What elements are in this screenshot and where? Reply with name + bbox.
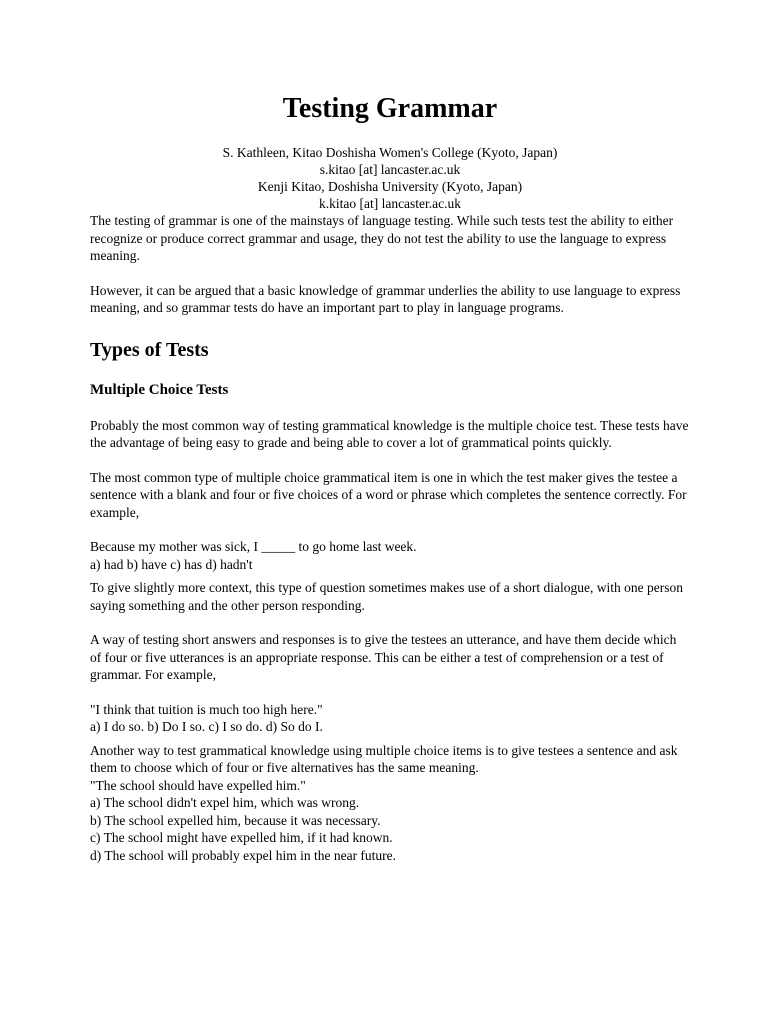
section-heading: Types of Tests [90, 338, 209, 361]
example-3-choice-b: b) The school expelled him, because it was necessary. [90, 812, 381, 828]
intro-paragraph-2: However, it can be argued that a basic knowledge of grammar underlies the ability to use language to express meaning, and so grammar tests do have an important part to play in language programs. [90, 282, 681, 315]
example-3-choice-d: d) The school will probably expel him in the near future. [90, 847, 397, 863]
document-content [90, 92, 690, 864]
example-1-choices: a) had b) have c) has d) hadn't [90, 556, 253, 572]
paragraph-5: Another way to test grammatical knowledge using multiple choice items is to give testees a sentence and ask them to choose which of four or five alternatives has the same meaning. [90, 742, 678, 775]
paragraph-3: To give slightly more context, this type of question sometimes makes use of a short dialogue, with one person saying something and the other person responding. [90, 580, 683, 613]
paragraph-4: A way of testing short answers and responses is to give the testees an utterance, and have them decide which of four or five utterances is an appropriate response. This can be either a test of comprehension or a test of grammar. For example, [90, 632, 677, 682]
page-title: Testing Grammar [282, 93, 498, 124]
example-3-choice-a: a) The school didn't expel him, which was wrong. [90, 795, 360, 810]
example-3-choice-c: c) The school might have expelled him, if it had known. [90, 830, 393, 845]
subsection-heading: Multiple Choice Tests [90, 381, 229, 398]
example-2-utterance: "I think that tuition is much too high here." [90, 701, 323, 717]
author-block [90, 144, 690, 212]
author-email-1: s.kitao [at] lancaster.ac.uk [319, 162, 461, 177]
example-1-question: Because my mother was sick, I _____ to go home last week. [90, 539, 417, 554]
author-email-2: k.kitao [at] lancaster.ac.uk [318, 196, 462, 211]
paragraph-2: The most common type of multiple choice grammatical item is one in which the test maker gives the testee a sentence with a blank and four or five choices of a word or phrase which completes the sentence correctly. For example, [90, 469, 687, 520]
example-3-sentence: "The school should have expelled him." [90, 777, 306, 793]
example-2-choices: a) I do so. b) Do I so. c) I so do. d) So do I. [90, 719, 323, 734]
author-line-2: Kenji Kitao, Doshisha University (Kyoto, Japan) [257, 179, 523, 194]
author-line-1: S. Kathleen, Kitao Doshisha Women's College (Kyoto, Japan) [222, 145, 558, 160]
intro-paragraph-1: The testing of grammar is one of the mainstays of language testing. While such tests test the ability to either recognize or produce correct grammar and usage, they do not test the ability to use the language to express meaning. [90, 213, 674, 263]
paragraph-1: Probably the most common way of testing grammatical knowledge is the multiple choice test. These tests have the advantage of being easy to grade and being able to cover a lot of grammatical points quickly. [90, 417, 689, 450]
